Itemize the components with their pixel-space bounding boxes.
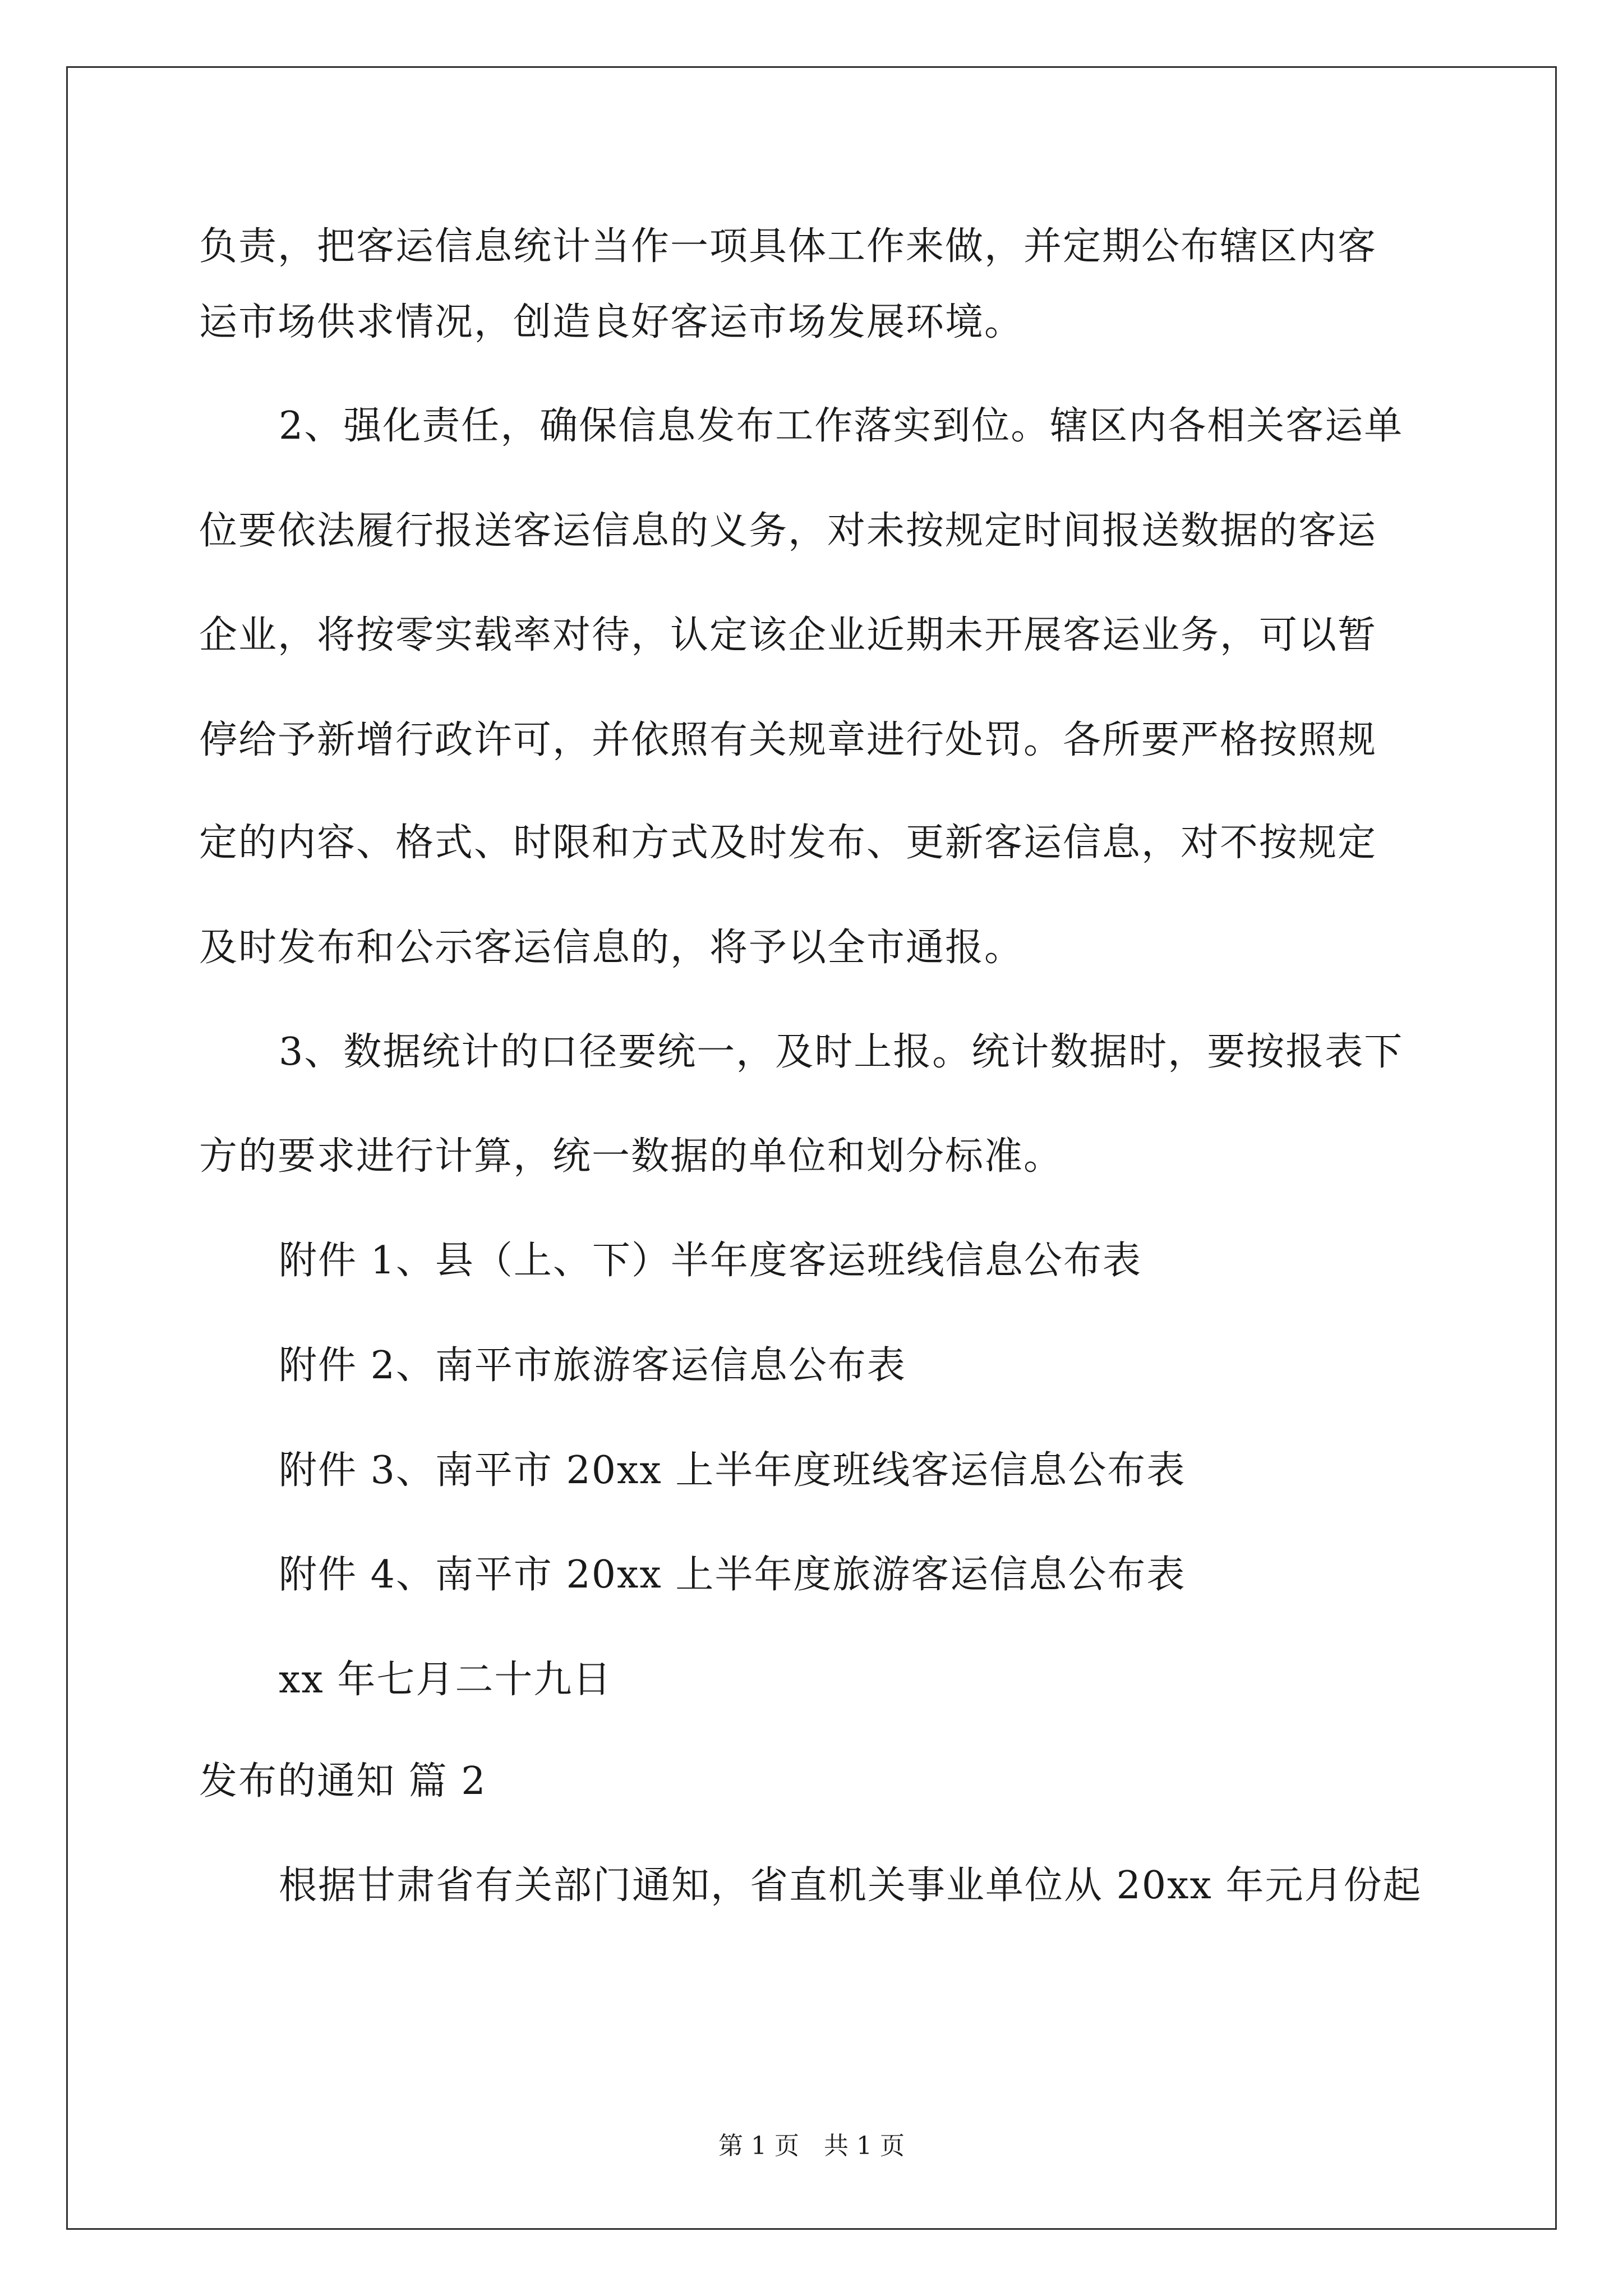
page-footer: 第 1 页 共 1 页 (718, 2132, 905, 2160)
body-line: 停给予新增行政许可，并依照有关规章进行处罚。各所要严格按照规 (199, 718, 1377, 762)
attachment-line: 附件 2、南平市旅游客运信息公布表 (279, 1343, 906, 1388)
body-line: 运市场供求情况，创造良好客运市场发展环境。 (199, 300, 1024, 344)
attachment-line: 附件 1、县（上、下）半年度客运班线信息公布表 (279, 1239, 1142, 1283)
section-heading: 发布的通知 篇 2 (199, 1759, 487, 1803)
attachment-line: 附件 3、南平市 20xx 上半年度班线客运信息公布表 (279, 1448, 1186, 1493)
body-line: 定的内容、格式、时限和方式及时发布、更新客运信息，对不按规定 (199, 821, 1377, 865)
body-line: 3、数据统计的口径要统一，及时上报。统计数据时，要按报表下 (279, 1030, 1404, 1074)
body-line: 方的要求进行计算，统一数据的单位和划分标准。 (199, 1134, 1063, 1179)
body-line: 及时发布和公示客运信息的，将予以全市通报。 (199, 926, 1024, 970)
date-line: xx 年七月二十九日 (279, 1658, 612, 1702)
body-line: 负责，把客运信息统计当作一项具体工作来做，并定期公布辖区内客 (199, 224, 1377, 269)
body-line: 根据甘肃省有关部门通知，省直机关事业单位从 20xx 年元月份起 (279, 1864, 1422, 1908)
attachment-line: 附件 4、南平市 20xx 上半年度旅游客运信息公布表 (279, 1553, 1186, 1597)
body-line: 2、强化责任，确保信息发布工作落实到位。辖区内各相关客运单 (279, 404, 1404, 448)
body-line: 位要依法履行报送客运信息的义务，对未按规定时间报送数据的客运 (199, 509, 1377, 553)
body-line: 企业，将按零实载率对待，认定该企业近期未开展客运业务，可以暂 (199, 613, 1377, 657)
